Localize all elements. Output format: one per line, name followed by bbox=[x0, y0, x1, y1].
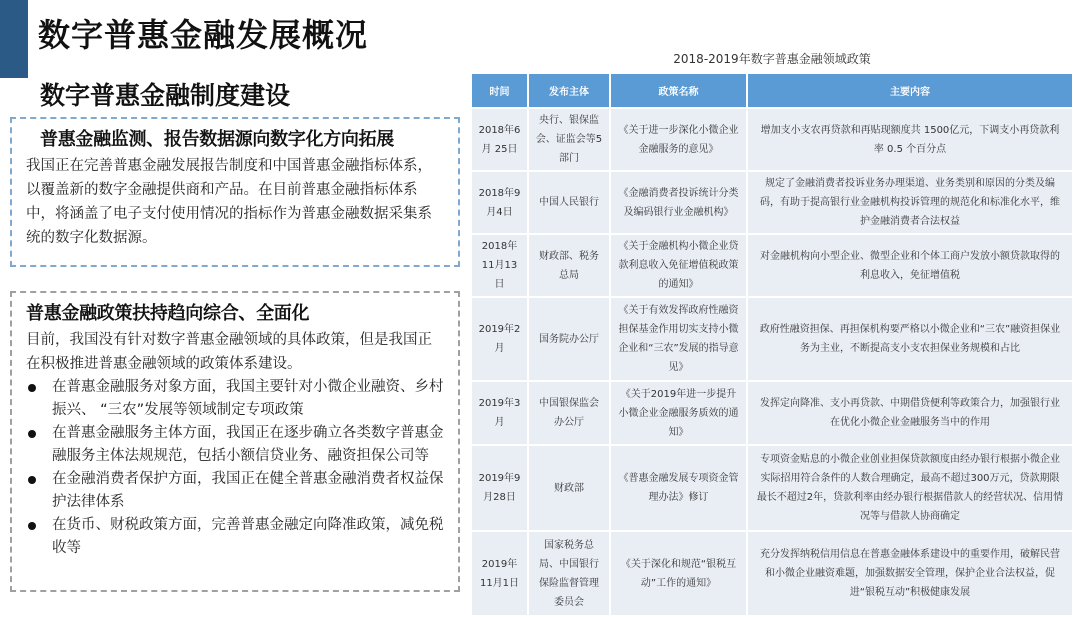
cell-issuer: 财政部、税务总局 bbox=[529, 235, 609, 296]
cell-date: 2019年9月28日 bbox=[472, 446, 527, 530]
page-title: 数字普惠金融发展概况 bbox=[38, 16, 369, 54]
bullet-dot-icon bbox=[28, 384, 36, 392]
table-row bbox=[472, 109, 1072, 170]
cell-policy: 《金融消费者投诉统计分类及编码银行业金融机构》 bbox=[611, 172, 746, 233]
cell-policy: 《关于深化和规范“银税互动”工作的通知》 bbox=[611, 532, 746, 615]
cell-issuer: 财政部 bbox=[529, 446, 609, 530]
cell-content: 增加支小支农再贷款和再贴现额度共 1500亿元，下调支小再贷款利率 0.5 个百分点 bbox=[748, 109, 1072, 170]
cell-date: 2018年6月 25日 bbox=[472, 109, 527, 170]
cell-date: 2018年11月13日 bbox=[472, 235, 527, 296]
column-header-issuer: 发布主体 bbox=[529, 74, 609, 107]
policy-bullet-list bbox=[26, 376, 444, 560]
cell-date: 2019年2月 bbox=[472, 298, 527, 380]
title-accent-bar bbox=[0, 0, 28, 78]
bullet-dot-icon bbox=[28, 522, 36, 530]
bullet-item bbox=[26, 468, 444, 514]
bullet-dot-icon bbox=[28, 430, 36, 438]
table-row bbox=[472, 532, 1072, 615]
policy-support-section bbox=[10, 291, 460, 592]
policy-table bbox=[470, 72, 1074, 617]
cell-policy: 《关于2019年进一步提升小微企业金融服务质效的通知》 bbox=[611, 382, 746, 444]
cell-content: 发挥定向降准、支小再贷款、中期借贷便利等政策合力，加强银行业在优化小微企业金融服务当中的作用 bbox=[748, 382, 1072, 444]
monitoring-body: 我国正在完善普惠金融发展报告制度和中国普惠金融指标体系，以覆盖新的数字金融提供商和产品。在目前普惠金融指标体系中，将涵盖了电子支付使用情况的指标作为普惠金融数据采集系统的数字化数据源。 bbox=[26, 158, 432, 246]
cell-content: 政府性融资担保、再担保机构要严格以小微企业和“三农”融资担保业务为主业，不断提高支小支农担保业务规模和占比 bbox=[748, 298, 1072, 380]
table-row bbox=[472, 382, 1072, 444]
bullet-text: 在货币、财税政策方面，完善普惠金融定向降准政策，减免税收等 bbox=[52, 517, 444, 556]
cell-date: 2019年11月1日 bbox=[472, 532, 527, 615]
bullet-item bbox=[26, 376, 444, 422]
cell-issuer: 央行、银保监会、证监会等5部门 bbox=[529, 109, 609, 170]
cell-content: 充分发挥纳税信用信息在普惠金融体系建设中的重要作用，破解民营和小微企业融资难题，加强数据安全管理，保护企业合法权益，促进“银税互动”积极健康发展 bbox=[748, 532, 1072, 615]
column-header-policy: 政策名称 bbox=[611, 74, 746, 107]
cell-content: 对金融机构向小型企业、微型企业和个体工商户发放小额贷款取得的利息收入，免征增值税 bbox=[748, 235, 1072, 296]
bullet-text: 在金融消费者保护方面，我国正在健全普惠金融消费者权益保护法律体系 bbox=[52, 471, 444, 510]
table-row bbox=[472, 172, 1072, 233]
cell-policy: 《关于有效发挥政府性融资担保基金作用切实支持小微企业和“三农”发展的指导意见》 bbox=[611, 298, 746, 380]
bullet-dot-icon bbox=[28, 476, 36, 484]
policy-support-intro: 目前，我国没有针对数字普惠金融领域的具体政策，但是我国正在积极推进普惠金融领域的政策体系建设。 bbox=[26, 332, 432, 372]
cell-policy: 《关于金融机构小微企业贷款利息收入免征增值税政策的通知》 bbox=[611, 235, 746, 296]
cell-issuer: 中国人民银行 bbox=[529, 172, 609, 233]
page-subtitle: 数字普惠金融制度建设 bbox=[40, 81, 291, 110]
cell-issuer: 中国银保监会办公厅 bbox=[529, 382, 609, 444]
table-header-row bbox=[472, 74, 1072, 107]
monitoring-section bbox=[10, 117, 460, 267]
cell-issuer: 国家税务总局、中国银行保险监督管理委员会 bbox=[529, 532, 609, 615]
bullet-text: 在普惠金融服务主体方面，我国正在逐步确立各类数字普惠金融服务主体法规规范，包括小额信贷业务、融资担保公司等 bbox=[52, 425, 444, 464]
column-header-content: 主要内容 bbox=[748, 74, 1072, 107]
table-caption: 2018-2019年数字普惠金融领域政策 bbox=[673, 52, 871, 66]
cell-date: 2018年9月4日 bbox=[472, 172, 527, 233]
policy-support-heading: 普惠金融政策扶持趋向综合、全面化 bbox=[26, 303, 310, 324]
monitoring-heading: 普惠金融监测、报告数据源向数字化方向拓展 bbox=[40, 129, 394, 150]
cell-content: 规定了金融消费者投诉业务办理渠道、业务类别和原因的分类及编码，有助于提高银行业金融机构投诉管理的规范化和标准化水平，维护金融消费者合法权益 bbox=[748, 172, 1072, 233]
cell-policy: 《关于进一步深化小微企业金融服务的意见》 bbox=[611, 109, 746, 170]
table-row bbox=[472, 298, 1072, 380]
cell-issuer: 国务院办公厅 bbox=[529, 298, 609, 380]
bullet-item bbox=[26, 422, 444, 468]
column-header-date: 时间 bbox=[472, 74, 527, 107]
table-row bbox=[472, 235, 1072, 296]
table-row bbox=[472, 446, 1072, 530]
cell-content: 专项资金贴息的小微企业创业担保贷款额度由经办银行根据小微企业实际招用符合条件的人数合理确定，最高不超过300万元，贷款期限最长不超过2年，贷款利率由经办银行根据借款人的经营状况、信用情况等与借款人协商确定 bbox=[748, 446, 1072, 530]
cell-date: 2019年3月 bbox=[472, 382, 527, 444]
bullet-text: 在普惠金融服务对象方面，我国主要针对小微企业融资、乡村振兴、 “三农”发展等领域制定专项政策 bbox=[52, 379, 444, 418]
cell-policy: 《普惠金融发展专项资金管理办法》修订 bbox=[611, 446, 746, 530]
bullet-item bbox=[26, 514, 444, 560]
